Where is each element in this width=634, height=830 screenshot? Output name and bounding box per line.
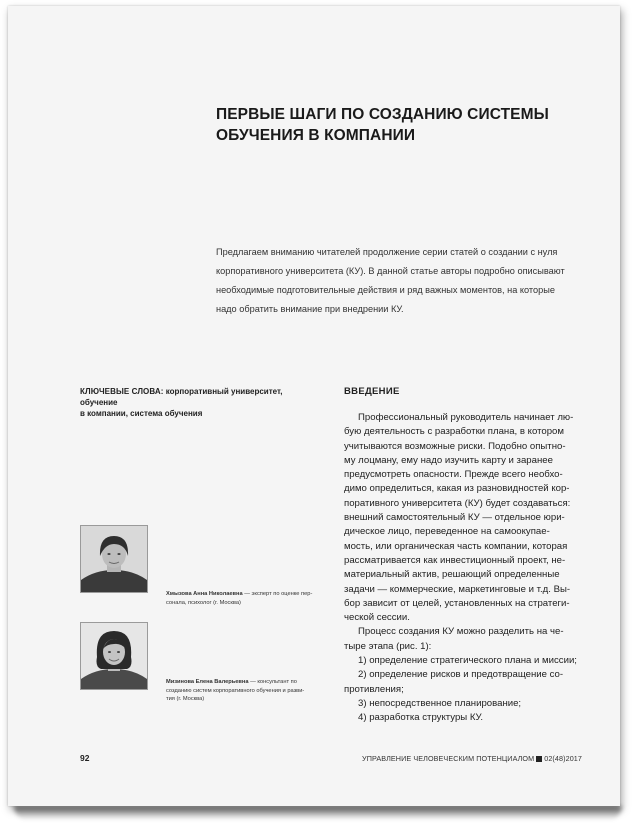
body-line: Профессиональный руководитель начинает лю-: [358, 412, 574, 423]
keywords-text: в компании, система обучения: [80, 409, 203, 418]
body-line: дическое лицо, переведенное на самоокупае-: [344, 526, 550, 538]
lead-line: Предлагаем вниманию читателей продолжение серии статей о создании с нуля: [216, 247, 558, 257]
list-item: 4) разработка структуры КУ.: [358, 712, 484, 724]
section-heading: ВВЕДЕНИЕ: [344, 386, 400, 397]
body-line: учитываются возможные риски. Подобно опытно-: [344, 440, 566, 452]
article-title: [216, 104, 596, 146]
author-desc: сонала, психолог (г. Москва): [166, 599, 241, 606]
body-line: поративного университета (КУ) будет создаваться:: [344, 497, 571, 509]
body-line: тыре этапа (рис. 1):: [344, 640, 432, 652]
body-line: задачи — коммерческие, маркетинговые и т.д. Вы-: [344, 583, 571, 595]
article-lead: [216, 243, 592, 319]
author-name: Мизинова Елена Валерьевна: [166, 679, 249, 685]
body-line: рассматривается как инвестиционный проект, не-: [344, 554, 566, 566]
body-line: бор зависит от целей, установленных на стратеги-: [344, 597, 570, 609]
author-caption: [166, 678, 326, 704]
lead-line: корпоративного университета (КУ). В данной статье авторы подробно описывают: [216, 266, 565, 276]
author-desc: тия (г. Москва): [166, 696, 205, 703]
title-line: ОБУЧЕНИЯ В КОМПАНИИ: [216, 127, 416, 144]
author-desc: — эксперт по оценке пер-: [242, 591, 313, 597]
article-body: [344, 411, 604, 726]
author-name: Хмызова Анна Николаевна: [166, 591, 243, 597]
author-caption: [166, 590, 326, 607]
body-line: материальный актив, решающий определенные: [344, 569, 560, 581]
lead-line: необходимые подготовительные действия и ряд важных моментов, на которые: [216, 285, 555, 295]
body-line: му лоцману, ему надо изучить карту и заранее: [344, 454, 553, 466]
list-item: противления;: [344, 683, 404, 695]
body-line: ческой сессии.: [344, 612, 410, 624]
list-item: 2) определение рисков и предотвращение со-: [358, 669, 564, 681]
body-line: Процесс создания КУ можно разделить на че-: [358, 626, 564, 638]
magazine-page: [8, 6, 620, 806]
list-item: 3) непосредственное планирование;: [358, 697, 522, 709]
square-separator-icon: [536, 756, 542, 762]
lead-line: надо обратить внимание при внедрении КУ.: [216, 304, 404, 314]
keywords-block: [80, 386, 320, 419]
body-line: предусмотреть опасности. Прежде всего необхо-: [344, 469, 563, 481]
author-desc: — консультант по: [248, 679, 297, 685]
journal-footer: [362, 754, 582, 763]
author-photo-khmyzova: [80, 525, 148, 593]
list-item: 1) определение стратегического плана и миссии;: [358, 655, 577, 667]
title-line: ПЕРВЫЕ ШАГИ ПО СОЗДАНИЮ СИСТЕМЫ: [216, 106, 549, 123]
author-desc: созданию систем корпоративного обучения и разви-: [166, 687, 305, 694]
journal-issue: 02(48)2017: [544, 754, 582, 763]
keywords-label: КЛЮЧЕВЫЕ СЛОВА:: [80, 387, 164, 396]
author-photo-mizinova: [80, 622, 148, 690]
page-shadow: [14, 806, 622, 820]
body-line: мость, или органическая часть компании, которая: [344, 540, 568, 552]
body-line: бую деятельность с разработки плана, в котором: [344, 426, 564, 438]
page-number: 92: [80, 753, 90, 763]
journal-name: УПРАВЛЕНИЕ ЧЕЛОВЕЧЕСКИМ ПОТЕНЦИАЛОМ: [362, 754, 535, 763]
keywords-text: корпоративный университет, обучение: [80, 387, 283, 407]
body-line: внешний самостоятельный КУ — отдельное юри-: [344, 512, 565, 524]
body-line: димо определиться, какая из разновидностей кор-: [344, 483, 570, 495]
